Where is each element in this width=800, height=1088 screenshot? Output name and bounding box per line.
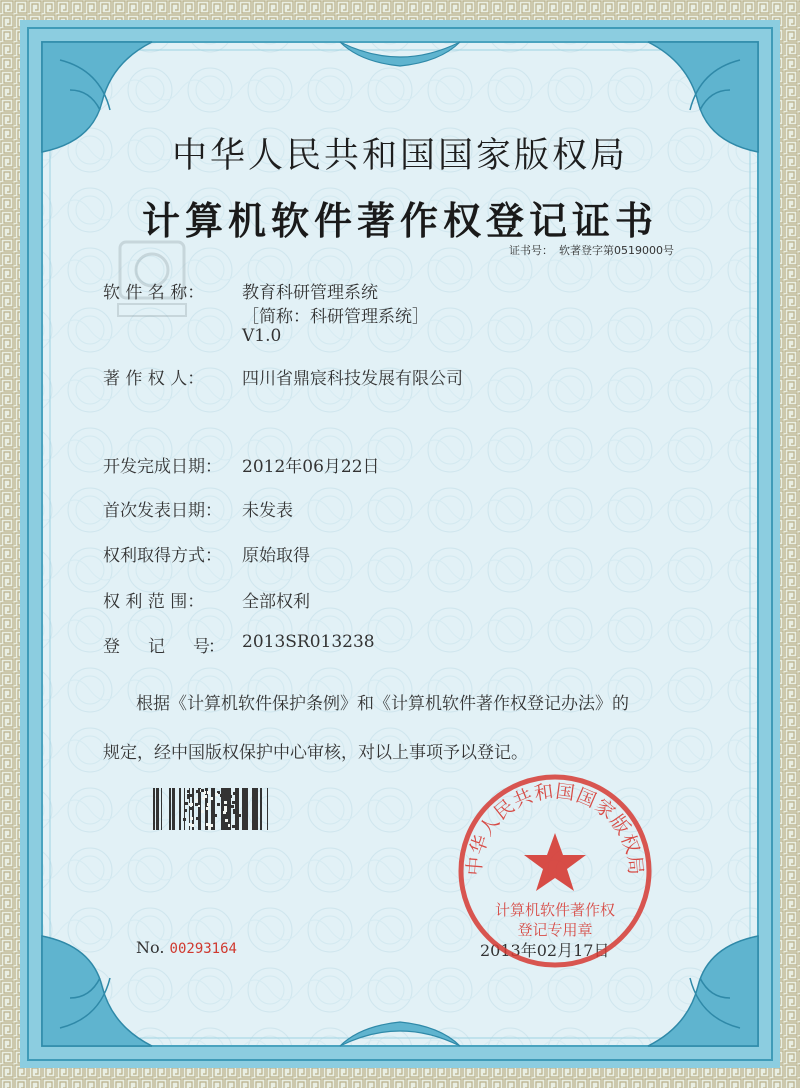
owner-name: 四川省鼎宸科技发展有限公司: [242, 369, 463, 389]
certificate-number: [503, 242, 674, 258]
seal-line-1: 计算机软件著作权: [494, 901, 616, 919]
certificate-title: 计算机软件著作权登记证书: [141, 198, 658, 243]
body-text-line-2: 规定，经中国版权保护中心审核，对以上事项予以登记。: [103, 743, 528, 763]
owner-label: 著 作 权 人：: [103, 369, 205, 389]
seal-arc-text: 中华人民共和国国家版权局: [463, 780, 647, 877]
certificate-number-label: 证书号：: [509, 244, 553, 257]
official-seal: [455, 771, 655, 971]
rights-scope: 全部权利: [242, 592, 310, 612]
dev-date: 2012年06月22日: [242, 457, 380, 477]
certificate-number-value: 软著登字第0519000号: [559, 244, 674, 257]
acquire-method: 原始取得: [242, 546, 310, 566]
seal-star-icon: [524, 833, 586, 891]
registration-number-label: 登 记 号：: [103, 637, 223, 657]
seal-line-2: 登记专用章: [517, 921, 593, 939]
barcode-icon: [153, 788, 269, 830]
registration-number: 2013SR013238: [242, 632, 375, 652]
software-name-label: 软 件 名 称：: [103, 283, 205, 303]
pub-date-label: 首次发表日期：: [103, 501, 222, 521]
issuer-title: 中华人民共和国国家版权局: [171, 136, 628, 176]
software-name: 教育科研管理系统: [242, 283, 378, 303]
serial-number: [136, 938, 237, 957]
issue-date: 2013年02月17日: [480, 941, 610, 960]
serial-number-label: No.: [136, 938, 165, 957]
serial-number-value: 00293164: [169, 941, 237, 957]
rights-scope-label: 权 利 范 围：: [103, 592, 205, 612]
body-text-line-1: 根据《计算机软件保护条例》和《计算机软件著作权登记办法》的: [136, 694, 629, 714]
pub-date: 未发表: [242, 501, 293, 521]
acquire-method-label: 权利取得方式：: [103, 546, 222, 566]
software-version: V1.0: [242, 326, 282, 346]
dev-date-label: 开发完成日期：: [103, 457, 222, 477]
software-short-name: ［简称：科研管理系统］: [242, 307, 429, 327]
